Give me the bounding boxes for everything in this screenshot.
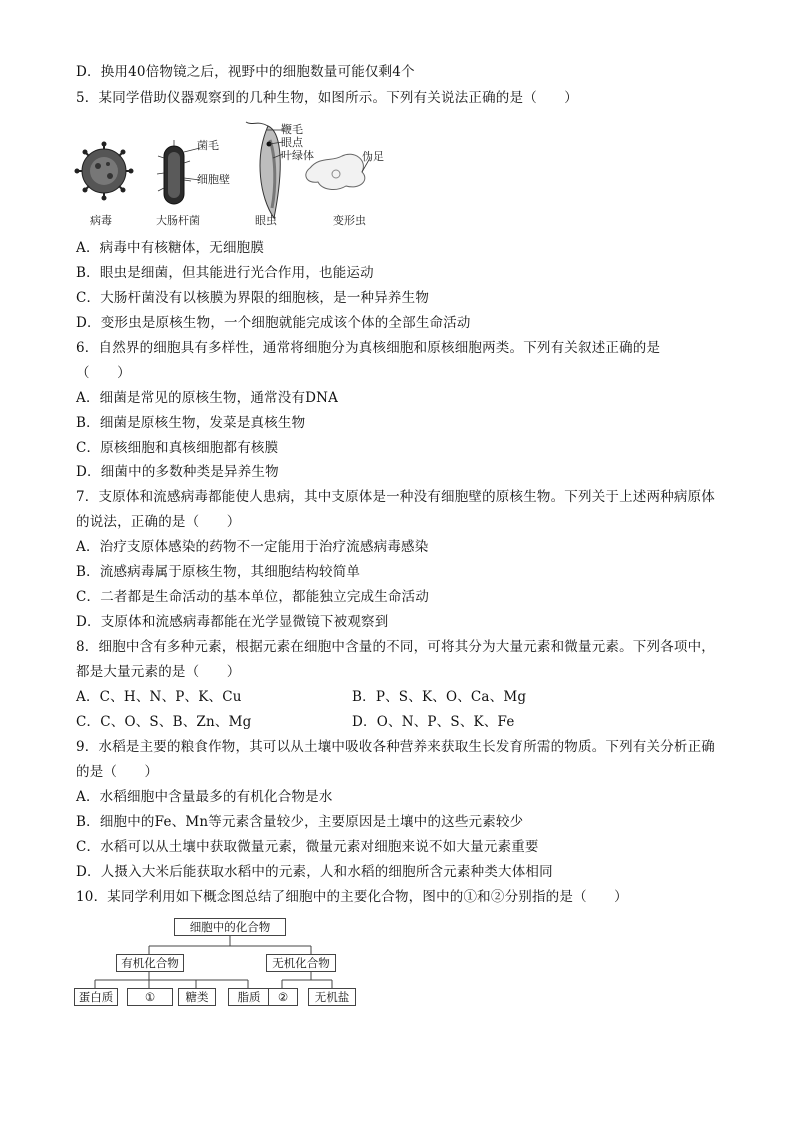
blank-1-node: ① <box>127 988 173 1006</box>
q8-stem-line2: 都是大量元素的是（ ） <box>76 664 241 680</box>
q7-option-d: D．支原体和流感病毒都能在光学显微镜下被观察到 <box>76 614 389 630</box>
q4-option-d: D．换用40倍物镜之后，视野中的细胞数量可能仅剩4个 <box>76 64 415 80</box>
pili-label: 菌毛 <box>197 139 219 152</box>
q6-option-c: C．原核细胞和真核细胞都有核膜 <box>76 440 279 456</box>
root-node: 细胞中的化合物 <box>174 918 286 936</box>
cell-wall-label: 细胞壁 <box>197 173 230 186</box>
q6-stem: 6．自然界的细胞具有多样性，通常将细胞分为真核细胞和原核细胞两类。下列有关叙述正确的是 <box>76 340 661 356</box>
euglena-drawing <box>246 122 283 218</box>
amoeba-caption: 变形虫 <box>333 214 366 227</box>
q7-stem-line1: 7．支原体和流感病毒都能使人患病，其中支原体是一种没有细胞壁的原核生物。下列关于上述两种病原体 <box>76 489 715 505</box>
q8-option-b: B．P、S、K、O、Ca、Mg <box>352 689 527 705</box>
q10-stem: 10．某同学利用如下概念图总结了细胞中的主要化合物，图中的①和②分别指的是（ ） <box>76 889 628 905</box>
q8-option-a: A．C、H、N、P、K、Cu <box>76 689 242 705</box>
q7-option-b: B．流感病毒属于原核生物，其细胞结构较简单 <box>76 564 361 580</box>
flagellum-label: 鞭毛 <box>281 123 303 136</box>
q9-option-c: C．水稻可以从土壤中获取微量元素，微量元素对细胞来说不如大量元素重要 <box>76 839 539 855</box>
q6-option-a: A．细菌是常见的原核生物，通常没有DNA <box>76 390 339 406</box>
q8-option-d: D．O、N、P、S、K、Fe <box>352 714 515 730</box>
q7-option-a: A．治疗支原体感染的药物不一定能用于治疗流感病毒感染 <box>76 539 429 555</box>
q6-option-d: D．细菌中的多数种类是异养生物 <box>76 464 279 480</box>
q5-option-b: B．眼虫是细菌，但其能进行光合作用，也能运动 <box>76 265 374 281</box>
ecoli-caption: 大肠杆菌 <box>156 214 200 227</box>
lipid-node: 脂质 <box>228 988 270 1006</box>
eyespot-label: 眼点 <box>281 136 303 149</box>
q6-answer-paren: （ ） <box>76 365 131 381</box>
ecoli-drawing <box>157 140 200 204</box>
q9-stem-line2: 的是（ ） <box>76 764 159 780</box>
q7-stem-line2: 的说法，正确的是（ ） <box>76 514 241 530</box>
q5-stem: 5．某同学借助仪器观察到的几种生物，如图所示。下列有关说法正确的是（ ） <box>76 90 578 106</box>
q5-option-c: C．大肠杆菌没有以核膜为界限的细胞核，是一种异养生物 <box>76 290 430 306</box>
inorganic-salt-node: 无机盐 <box>308 988 356 1006</box>
q9-option-d: D．人摄入大米后能获取水稻中的元素，人和水稻的细胞所含元素种类大体相同 <box>76 864 553 880</box>
sugar-node: 糖类 <box>178 988 216 1006</box>
chloroplast-label: 叶绿体 <box>281 149 314 162</box>
amoeba-drawing <box>306 154 370 189</box>
q8-stem-line1: 8．细胞中含有多种元素，根据元素在细胞中含量的不同，可将其分为大量元素和微量元素。下列各项中， <box>76 639 715 655</box>
inorganic-compounds-node: 无机化合物 <box>266 954 336 972</box>
blank-2-node: ② <box>268 988 298 1006</box>
pseudopod-label: 伪足 <box>362 150 384 163</box>
virus-caption: 病毒 <box>90 214 112 227</box>
protein-node: 蛋白质 <box>74 988 118 1006</box>
q9-stem-line1: 9．水稻是主要的粮食作物，其可以从土壤中吸收各种营养来获取生长发育所需的物质。下列有关分析正确 <box>76 739 715 755</box>
q9-option-b: B．细胞中的Fe、Mn等元素含量较少，主要原因是土壤中的这些元素较少 <box>76 814 524 830</box>
organisms-figure <box>70 118 410 230</box>
q5-option-d: D．变形虫是原核生物，一个细胞就能完成该个体的全部生命活动 <box>76 315 471 331</box>
concept-map <box>70 914 370 1014</box>
euglena-caption: 眼虫 <box>255 214 277 227</box>
organic-compounds-node: 有机化合物 <box>116 954 184 972</box>
q8-option-c: C．C、O、S、B、Zn、Mg <box>76 714 252 730</box>
q5-option-a: A．病毒中有核糖体，无细胞膜 <box>76 240 265 256</box>
q6-option-b: B．细菌是原核生物，发菜是真核生物 <box>76 415 306 431</box>
virus-drawing <box>75 142 134 201</box>
q7-option-c: C．二者都是生命活动的基本单位，都能独立完成生命活动 <box>76 589 430 605</box>
q9-option-a: A．水稻细胞中含量最多的有机化合物是水 <box>76 789 333 805</box>
